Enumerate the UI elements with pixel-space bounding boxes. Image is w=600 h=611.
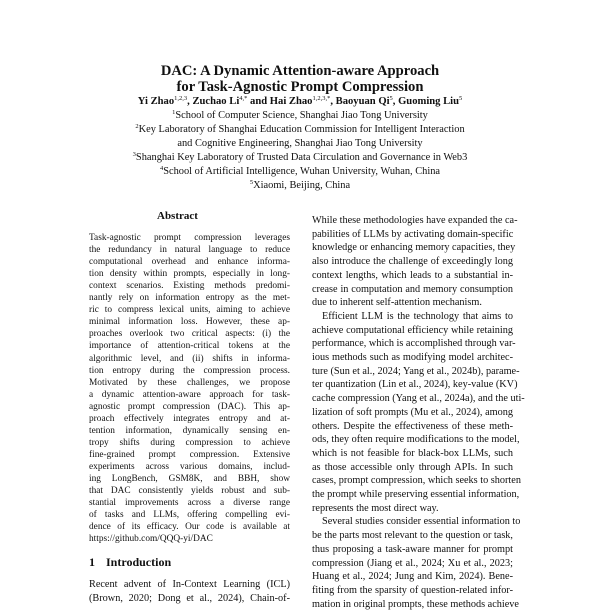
text-line: pabilities of LLMs by activating domain-specific [312,228,514,240]
text-line: proach effectively integrates entropy and at- [89,413,290,424]
text-line: which is not feasible for black-box LLMs, such [312,447,513,459]
author-affiliation-marker: 4,* [239,95,248,102]
text-line: compression (Jiang et al., 2024; Xu et al., 2023; [312,557,513,569]
author-affiliation-marker: 1,2,3,* [312,95,331,102]
text-line: ious methods such as modifying model architec- [312,352,513,363]
text-line: algorithmic level, and (ii) shifts in informa- [89,353,290,364]
author-name: Yi Zhao [137,96,175,107]
affiliation-text: School of Artificial Intelligence, Wuhan University, Wuhan, China [163,166,441,177]
text-line: computational overhead and enhance informa- [89,257,290,268]
text-line: context scenarios. Existing methods predomi- [89,281,290,292]
author-separator: , [330,96,336,107]
author-affiliation-marker: 5 [459,95,463,102]
section-heading-introduction: Introduction [106,555,172,569]
affiliation-line [0,166,600,177]
text-line: context lengths, which leads to a substantial in- [312,269,513,281]
text-line: thus proposing a task-aware manner for prompt [312,543,513,555]
text-line: that DAC consistently yields robust and sub- [89,486,290,497]
abstract-heading: Abstract [157,210,198,222]
affiliation-text: and Cognitive Engineering, Shanghai Jiao Tong University [177,138,423,149]
text-line: minimal information loss. However, these ap- [89,317,290,328]
text-line: performance, which is accomplished through var- [312,338,516,350]
text-line: due to inherent self-attention mechanism. [312,297,482,309]
text-line: of tasks and LLMs, offering compelling evi- [89,510,290,521]
author-name: Guoming Liu [398,96,459,107]
author-affiliation-marker: 5 [389,95,393,102]
affiliation-text: Key Laboratory of Shanghai Education Commission for Intelligent Interaction [138,124,465,135]
text-line: achieve computational efficiency while retaining [312,324,513,336]
text-line: knowledge or enhancing memory capacities, they [312,242,516,254]
text-line: tion entropy during the compression process. [89,365,290,376]
text-line: Task-agnostic prompt compression leverages [89,233,290,243]
text-line: cache compression (Yang et al., 2024a), and the uti- [312,393,525,405]
text-line: tention information, dynamically sensing en- [89,425,290,436]
text-line: fine-grained prompt compression. Extensive [89,449,290,460]
text-line: Recent advent of In-Context Learning (ICL) [89,579,290,590]
affiliation-text: School of Computer Science, Shanghai Jiao Tong University [175,110,428,121]
text-line: nantly rely on information entropy as the met- [89,293,290,304]
text-line: the prompt while preserving essential information, [312,489,520,500]
affiliation-line [0,124,600,135]
text-line: ing LongBench, GSM8K, and BBH, show [89,474,290,484]
affiliation-marker: 3 [132,151,136,158]
section-number: 1 [89,555,95,569]
text-line: be the parts most relevant to the question or task, [312,530,513,542]
text-line: agnostic prompt compression (DAC). This ap- [89,401,290,412]
text-line: others. Despite the effectiveness of these meth- [312,420,513,432]
text-line: represents the most direct way. [312,502,439,514]
author-separator: and [247,96,270,107]
affiliation-marker: 5 [249,179,254,186]
affiliation-text: Shanghai Key Laboratory of Trusted Data Circulation and Governance in Web3 [135,152,468,163]
text-line: the redundancy in natural language to reduce [89,245,290,256]
text-line: fiting from the sparsity of question-related infor- [312,584,513,596]
text-line: ric to compress lexical units, aiming to achieve [89,305,290,316]
affiliation-line [0,138,600,149]
affiliation-marker: 4 [159,165,164,172]
text-line: also introduce the challenge of exceedingly long [312,256,513,268]
text-line: proaches overlook two critical aspects: (i) the [89,329,290,340]
affiliation-line [0,180,600,191]
author-separator: , [187,96,193,107]
text-line: Several studies consider essential information to [322,516,521,528]
text-line: crease in computation and memory consumption [312,283,513,295]
text-line: Motivated by these challenges, we propose [89,377,290,388]
text-line: stantial improvements across a diverse range [89,498,290,509]
text-line: ter quantization (Lin et al., 2024), key-value (KV) [312,379,518,391]
text-line: ods, they often require modifications to the model, [312,434,520,446]
paper-title-line-1: DAC: A Dynamic Attention-aware Approach [160,63,440,79]
text-line: importance of attention-critical tokens at the [89,341,290,352]
text-line: as those accessible only through APIs. In such [312,461,513,473]
text-line: dence of its efficacy. Our code is available at [89,522,290,533]
author-name: Hai Zhao [269,96,313,107]
paper-title-line-2: for Task-Agnostic Prompt Compression [176,79,424,95]
text-line: While these methodologies have expanded the ca- [312,215,518,226]
text-line: mation in original prompts, these methods achieve [312,598,519,610]
affiliation-line [0,152,600,163]
text-line: tion density within prompts, especially in long- [89,269,290,280]
author-list [0,96,600,107]
author-name: Baoyuan Qi [335,96,390,107]
text-line: (Brown, 2020; Dong et al., 2024), Chain-of- [89,593,290,604]
text-line: lization of soft prompts (Mu et al., 2024), among [312,406,513,418]
affiliation-marker: 2 [135,123,139,130]
text-line: cases, prompt compression, which seeks to shorten [312,475,521,487]
affiliation-line [0,110,600,121]
affiliation-text: Xiaomi, Beijing, China [253,180,351,191]
text-line: experiments across various domains, includ- [89,461,290,472]
author-name: Zuchao Li [192,96,240,107]
text-line: a dynamic attention-aware approach for task- [89,389,290,400]
text-line: ture (Sun et al., 2024; Yang et al., 2024b), parame- [312,365,520,377]
text-line: Efficient LLM is the technology that aims to [322,310,513,322]
text-line: tropy shifts during compression to achieve [89,437,290,448]
text-line: https://github.com/QQQ-yi/DAC [89,534,213,545]
author-separator: , [392,96,399,107]
affiliation-marker: 1 [172,109,176,116]
text-line: Huang et al., 2024; Jung and Kim, 2024). Bene- [312,571,513,583]
author-affiliation-marker: 1,2,3 [174,95,188,102]
